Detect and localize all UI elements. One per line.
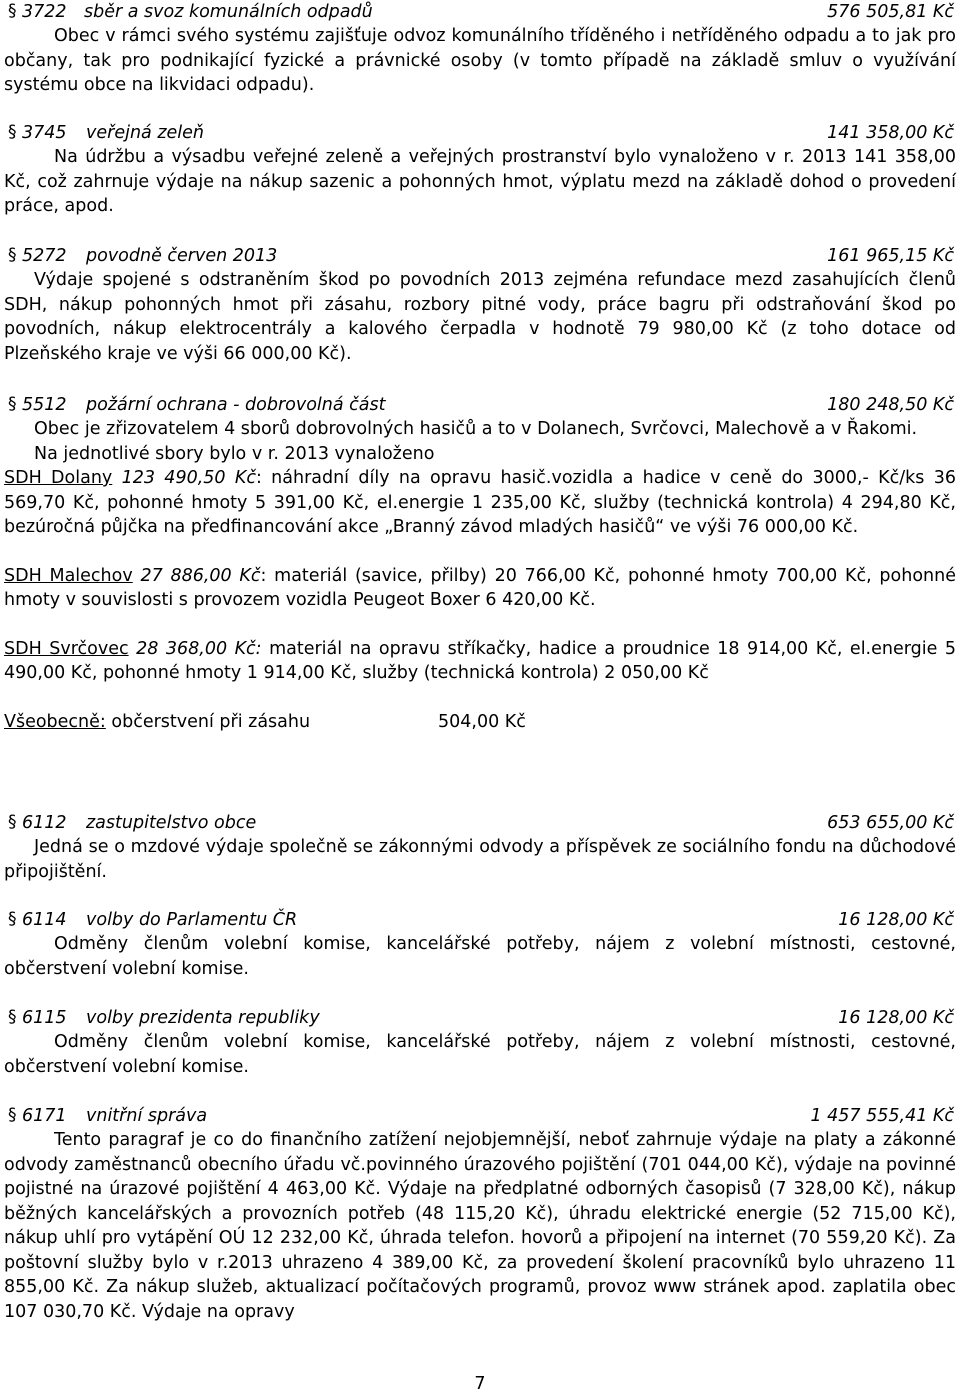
- unit-malechov: [4, 564, 956, 613]
- section-mark: §: [8, 1105, 17, 1125]
- section-amount: 161 965,15 Kč: [827, 246, 954, 266]
- section-amount: 1 457 555,41 Kč: [810, 1106, 954, 1126]
- section-code: 5272: [22, 246, 67, 266]
- section-amount: 16 128,00 Kč: [838, 1008, 954, 1028]
- section-text: Výdaje spojené s odstraněním škod po povodních 2013 zejména refundace mezd zasahujících členů SDH, nákup pohonných hmot při zásahu, rozbory pitné vody, práce bagru při odstraňování škod po povodních, nákup elektrocentrály a kalového čerpadla v hodnotě 79 980,00 Kč (z toho dotace od Plzeňského kraje ve výši 66 000,00 Kč).: [4, 270, 956, 364]
- page-number: 7: [474, 1374, 486, 1394]
- section-code: 3745: [22, 123, 67, 143]
- section-text: Jedná se o mzdové výdaje společně se zákonnými odvody a příspěvek ze sociálního fondu na důchodové připojištění.: [4, 837, 956, 882]
- unit-amount: 123 490,50 Kč: [112, 468, 256, 488]
- unit-amount: 27 886,00 Kč: [132, 565, 261, 586]
- section-5272: [4, 244, 956, 366]
- section-text: Obec je zřizovatelem 4 sborů dobrovolných hasičů a to v Dolanech, Svrčovci, Malechově a v Řakomi.: [34, 419, 918, 439]
- section-title: volby prezidenta republiky: [86, 1008, 320, 1028]
- section-code: 5512: [22, 395, 67, 415]
- section-6114: [4, 908, 956, 981]
- section-text: Odměny členům volební komise, kancelářské potřeby, nájem z volební místnosti, cestovné, občerstvení volební komise.: [4, 934, 956, 979]
- general-amount: 504,00 Kč: [438, 711, 526, 732]
- section-title: volby do Parlamentu ČR: [86, 910, 298, 930]
- section-code: 6115: [22, 1008, 67, 1028]
- section-code: 3722: [22, 2, 67, 22]
- section-3722: [4, 0, 956, 98]
- unit-svrcovec: [4, 637, 956, 686]
- section-amount: 653 655,00 Kč: [827, 813, 954, 833]
- section-mark: §: [8, 394, 17, 414]
- section-text: Odměny členům volební komise, kancelářské potřeby, nájem z volební místnosti, cestovné, občerstvení volební komise.: [4, 1032, 956, 1077]
- unit-text: : náhradní díly na opravu hasič.vozidla a hadice v ceně do 3000,- Kč/ks 36 569,70 Kč, pohonné hmoty 5 391,00 Kč, el.energie 1 235,00 Kč, služby (technická kontrola) 4 294,80 Kč, bezúročná půjčka na předfinancování akce „Branný závod mladých hasičů“ ve výši 76 000,00 Kč.: [4, 468, 957, 537]
- general-text: občerstvení při zásahu: [105, 711, 311, 732]
- general-line: [4, 710, 956, 734]
- section-title: povodně červen 2013: [86, 246, 278, 266]
- unit-name: SDH Svrčovec: [4, 638, 129, 659]
- section-5512: [4, 393, 956, 734]
- section-heading: [4, 121, 956, 145]
- section-heading: [4, 908, 956, 932]
- unit-amount: 28 368,00 Kč:: [128, 638, 262, 659]
- section-amount: 180 248,50 Kč: [827, 395, 954, 415]
- section-heading: [4, 393, 956, 417]
- section-title: sběr a svoz komunálních odpadů: [84, 2, 373, 22]
- section-6115: [4, 1006, 956, 1079]
- section-heading: [4, 1006, 956, 1030]
- section-amount: 576 505,81 Kč: [827, 2, 954, 22]
- section-3745: [4, 121, 956, 219]
- unit-text: : materiál (savice, přilby) 20 766,00 Kč, pohonné hmoty 700,00 Kč, pohonné hmoty v souvislosti s provozem vozidla Peugeot Boxer 6 420,00 Kč.: [4, 565, 956, 610]
- section-6112: [4, 811, 956, 884]
- section-heading: [4, 0, 956, 24]
- section-mark: §: [8, 909, 17, 929]
- section-heading: [4, 244, 956, 268]
- section-mark: §: [8, 245, 17, 265]
- section-text: Tento paragraf je co do finančního zatížení nejobjemnější, neboť zahrnuje výdaje na platy a zákonné odvody zaměstnanců obecního úřadu vč.povinného úrazového pojištění (701 044,00 Kč), výdaje na povinné pojistné na úrazové pojištění 4 463,00 Kč. Výdaje na předplatné odborných časopisů (7 328,00 Kč), nákup běžných kancelářských a provozních potřeb (48 115,20 Kč), úhradu elektrické energie (52 715,00 Kč), nákup uhlí pro vytápění OÚ 12 232,00 Kč, úhrada telefon. hovorů a připojení na internet (70 559,20 Kč). Za poštovní služby bylo v r.2013 uhrazeno 4 389,00 Kč, za provedení školení pracovníků bylo uhrazeno 11 855,00 Kč. Za nákup služeb, aktualizací počítačových programů, provoz www stránek apod. zaplatila obec 107 030,70 Kč. Výdaje na opravy: [4, 1130, 956, 1322]
- section-heading: [4, 1104, 956, 1128]
- section-6171: [4, 1104, 956, 1324]
- section-amount: 16 128,00 Kč: [838, 910, 954, 930]
- section-mark: §: [8, 122, 17, 142]
- general-label: Všeobecně:: [4, 711, 106, 732]
- section-title: zastupitelstvo obce: [86, 813, 257, 833]
- unit-dolany: [4, 466, 956, 540]
- section-title: veřejná zeleň: [86, 123, 204, 143]
- section-mark: §: [8, 1007, 17, 1027]
- section-title: požární ochrana - dobrovolná část: [86, 395, 386, 415]
- section-code: 6112: [22, 813, 67, 833]
- section-code: 6114: [22, 910, 67, 930]
- section-mark: §: [8, 812, 17, 832]
- section-mark: §: [8, 1, 17, 21]
- section-text: Obec v rámci svého systému zajišťuje odvoz komunálního tříděného i netříděného odpadu a to jak pro občany, tak pro podnikající fyzické a právnické osoby (v tomto případě na základě smluv o využívání systému obce na likvidaci odpadu).: [4, 26, 956, 95]
- section-code: 6171: [22, 1106, 67, 1126]
- section-amount: 141 358,00 Kč: [827, 123, 954, 143]
- unit-text: materiál na opravu stříkačky, hadice a proudnice 18 914,00 Kč, el.energie 5 490,00 Kč, pohonné hmoty 1 914,00 Kč, služby (technická kontrola) 2 050,00 Kč: [4, 638, 956, 683]
- unit-name: SDH Malechov: [4, 565, 133, 586]
- section-text: Na údržbu a výsadbu veřejné zeleně a veřejných prostranství bylo vynaloženo v r. 2013 141 358,00 Kč, což zahrnuje výdaje na nákup sazenic a pohonných hmot, výplatu mezd na základě dohod o provedení práce, apod.: [4, 147, 956, 216]
- section-heading: [4, 811, 956, 835]
- section-title: vnitřní správa: [86, 1106, 208, 1126]
- unit-name: SDH Dolany: [4, 468, 113, 488]
- section-subtext: Na jednotlivé sbory bylo v r. 2013 vynaloženo: [34, 443, 435, 464]
